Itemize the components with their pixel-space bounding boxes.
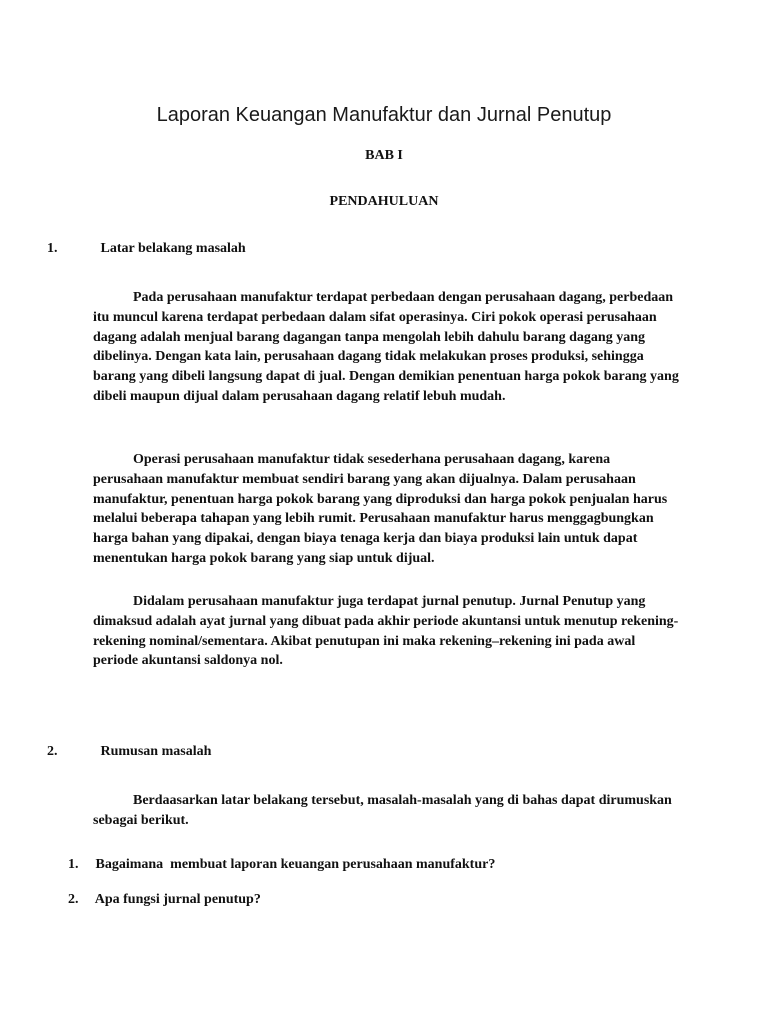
section-heading-text: Rumusan masalah [100,744,212,759]
list-item-number: 1. [68,857,79,872]
paragraph: Didalam perusahaan manufaktur juga terdapat jurnal penutup. Jurnal Penutup yang dimaksud adalah ayat jurnal yang dibuat pada akhir periode akuntansi untuk menutup rekening-rekening nominal/sementara. Akibat penutupan ini maka rekening–rekening ini pada awal periode akuntansi saldonya nol. [93,594,679,669]
list-item [68,857,495,873]
paragraph: Pada perusahaan manufaktur terdapat perbedaan dengan perusahaan dagang, perbedaan itu muncul karena terdapat perbedaan dalam sifat operasinya. Ciri pokok operasi perusahaan dagang adalah menjual barang dagangan tanpa mengolah lebih dahulu barang dagang yang dibelinya. Dengan kata lain, perusahaan dagang tidak melakukan proses produksi, sehingga barang yang dibeli langsung dapat di jual. Dengan demikian penentuan harga pokok barang yang dibeli maupun dijual dalam perusahaan dagang relatif lebuh mudah. [93,290,679,404]
section-heading-2 [47,744,211,760]
section-heading-text: Latar belakang masalah [100,241,246,256]
section-number: 2. [47,744,58,759]
paragraph: Berdaasarkan latar belakang tersebut, masalah-masalah yang di bahas dapat dirumuskan sebagai berikut. [93,793,672,828]
section-heading-1 [47,241,246,257]
list-item [68,892,261,908]
list-item-number: 2. [68,892,79,907]
chapter-title: PENDAHULUAN [329,194,439,209]
chapter-label: BAB I [365,148,403,163]
document-title: Laporan Keuangan Manufaktur dan Jurnal Penutup [156,104,612,126]
list-item-text: Apa fungsi jurnal penutup? [94,892,261,907]
paragraph: Operasi perusahaan manufaktur tidak sesederhana perusahaan dagang, karena perusahaan manufaktur membuat sendiri barang yang akan dijualnya. Dalam perusahaan manufaktur, penentuan harga pokok barang yang diproduksi dan harga pokok penjualan harus melalui beberapa tahapan yang lebih rumit. Perusahaan manufaktur harus menggagbungkan harga bahan yang dipakai, dengan biaya tenaga kerja dan biaya produksi lain untuk dapat menentukan harga pokok barang yang siap untuk dijual. [93,452,668,566]
list-item-text: Bagaimana membuat laporan keuangan perusahaan manufaktur? [95,857,496,872]
section-number: 1. [47,241,58,256]
